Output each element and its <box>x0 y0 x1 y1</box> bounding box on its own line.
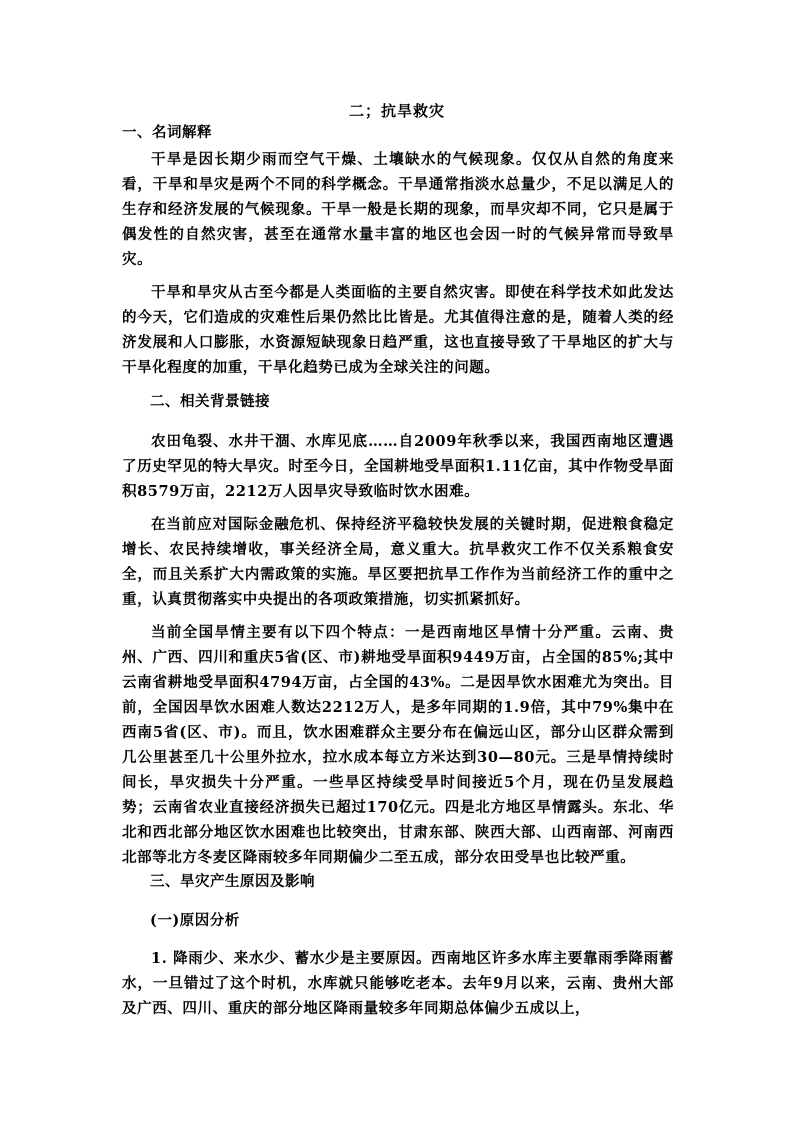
paragraph-drought-history: 干旱和旱灾从古至今都是人类面临的主要自然灾害。即使在科学技术如此发达的今天，它们造成的灾难性后果仍然比比皆是。尤其值得注意的是，随着人类的经济发展和人口膨胀，水资源短缺现象日趋严重，这也直接导致了干旱地区的扩大与干旱化程度的加重，干旱化趋势已成为全球关注的问题。 <box>122 284 674 376</box>
paragraph-four-features: 当前全国旱情主要有以下四个特点：一是西南地区旱情十分严重。云南、贵州、广西、四川和重庆5省(区、市)耕地受旱面积9449万亩，占全国的85%;其中云南省耕地受旱面积4794万亩，占全国的43%。二是因旱饮水困难尤为突出。目前，全国因旱饮水困难人数达2212万人，是多年同期的1.9倍，其中79%集中在西南5省(区、市)。而且，饮水困难群众主要分布在偏远山区，部分山区群众需到几公里甚至几十公里外拉水，拉水成本每立方米达到30—80元。三是旱情持续时间长，旱灾损失十分严重。一些旱区持续受旱时间接近5个月，现在仍呈发展趋势；云南省农业直接经济损失已超过170亿元。四是北方地区旱情露头。东北、华北和西北部分地区饮水困难也比较突出，甘肃东部、陕西大部、山西南部、河南西北部等北方冬麦区降雨较多年同期偏少二至五成，部分农田受旱也比较严重。 <box>122 624 674 866</box>
section-heading-definitions: 一、名词解释 <box>122 124 212 141</box>
paragraph-cause-rainfall: 1. 降雨少、来水少、蓄水少是主要原因。西南地区许多水库主要靠雨季降雨蓄水，一旦错过了这个时机，水库就只能够吃老本。去年9月以来，云南、贵州大部及广西、四川、重庆的部分地区降雨量较多年同期总体偏少五成以上， <box>122 950 674 1017</box>
section-heading-background: 二、相关背景链接 <box>150 393 270 410</box>
section-heading-causes: 三、旱灾产生原因及影响 <box>150 873 315 890</box>
paragraph-drought-definition: 干旱是因长期少雨而空气干燥、土壤缺水的气候现象。仅仅从自然的角度来看，干旱和旱灾是两个不同的科学概念。干旱通常指淡水总量少，不足以满足人的生存和经济发展的气候现象。干旱一般是长期的现象，而旱灾却不同，它只是属于偶发性的自然灾害，甚至在通常水量丰富的地区也会因一时的气候异常而导致旱灾。 <box>122 151 674 268</box>
paragraph-economic-importance: 在当前应对国际金融危机、保持经济平稳较快发展的关键时期，促进粮食稳定增长、农民持续增收，事关经济全局，意义重大。抗旱救灾工作不仅关系粮食安全，而且关系扩大内需政策的实施。旱区要把抗旱工作作为当前经济工作的重中之重，认真贯彻落实中央提出的各项政策措施，切实抓紧抓好。 <box>122 516 674 608</box>
paragraph-southwest-drought: 农田龟裂、水井干涸、水库见底……自2009年秋季以来，我国西南地区遭遇了历史罕见的特大旱灾。时至今日，全国耕地受旱面积1.11亿亩，其中作物受旱面积8579万亩，2212万人因旱灾导致临时饮水困难。 <box>122 433 674 500</box>
document-title: 二；抗旱救灾 <box>348 102 445 120</box>
subsection-heading-cause-analysis: (一)原因分析 <box>150 912 240 929</box>
